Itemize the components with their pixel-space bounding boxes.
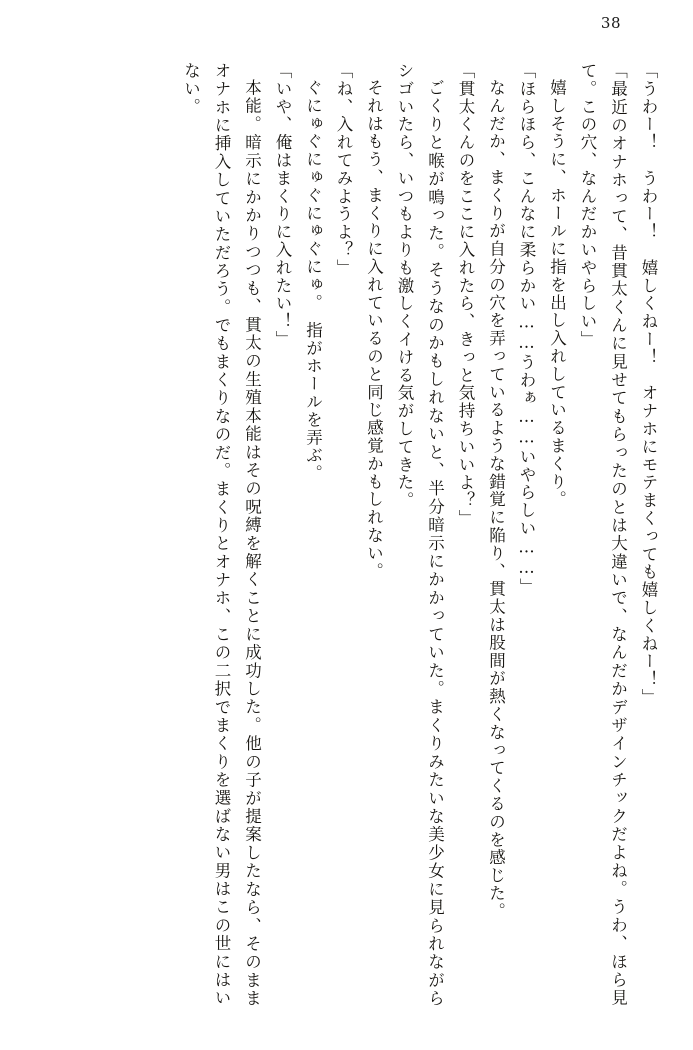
paragraph: なんだか、まくりが自分の穴を弄っているような錯覚に陥り、貫太は股間が熱くなってくるのを感じた。: [486, 78, 506, 920]
paragraph: 「いや、俺はまくりに入れたい！」: [273, 62, 292, 349]
paragraph: 本能。暗示にかかりつつも、貫太の生殖本能はその呪縛を解くことに成功した。他の子が提案したなら、そのままオナホに挿入していただろう。でもまくりなのだ。まくりとオナホ、この二択でまくりを選ばない男はこの世にはいない。: [181, 62, 262, 1007]
paragraph: 嬉しそうに、ホールに指を出し入れしているまくり。: [547, 78, 567, 509]
paragraph: 「ね、入れてみようよ？」: [334, 62, 353, 277]
paragraph: 「うわー！ うわー！ 嬉しくねー！ オナホにモテまくっても嬉しくねー！」: [639, 62, 658, 707]
paragraph: ごくりと喉が鳴った。そうなのかもしれないと、半分暗示にかかっていた。まくりみたいな美少女に見られながらシゴいたら、いつもよりも激しくイける気がしてきた。: [395, 62, 445, 1007]
paragraph: それはもう、まくりに入れているのと同じ感覚かもしれない。: [364, 78, 384, 580]
paragraph: 「最近のオナホって、昔貫太くんに見せてもらったのとは大違いで、なんだかデザインチックだよね。うわ、ほら見て。この穴、なんだかいやらしい」: [578, 62, 628, 1007]
page-number: 38: [600, 14, 621, 32]
paragraph: ぐにゅぐにゅぐにゅぐにゅ。 指がホールを弄ぶ。: [303, 78, 323, 482]
paragraph: 「ほらほら、こんなに柔らかい……うわぁ……いやらしい……」: [517, 62, 536, 597]
page-body-text: [30, 62, 663, 1007]
paragraph: 「貫太くんのをここに入れたら、きっと気持ちいいよ？」: [456, 62, 475, 528]
